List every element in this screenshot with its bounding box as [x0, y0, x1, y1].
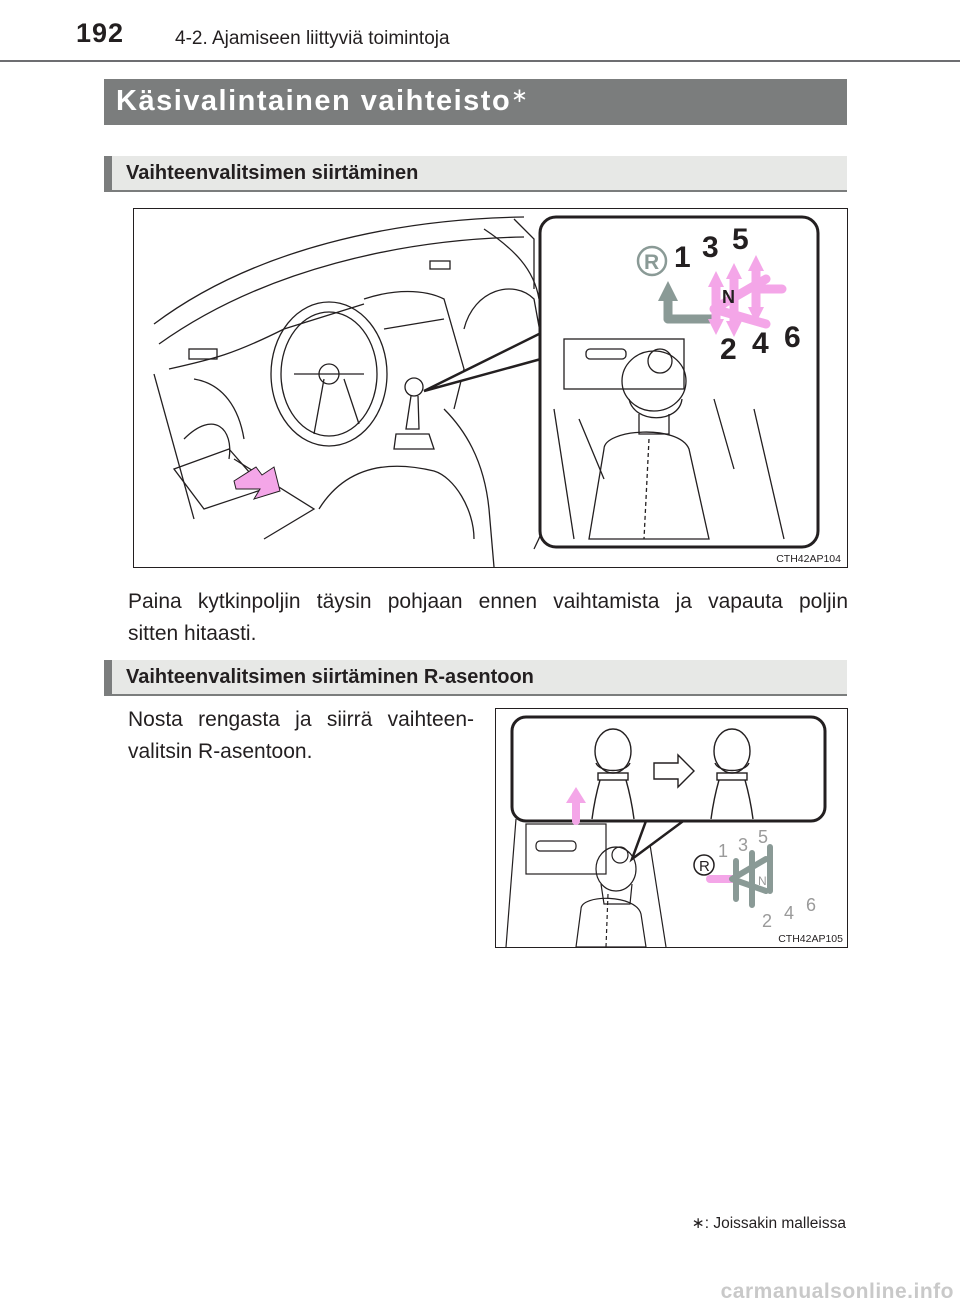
- section2-body-line2: valitsin R-asentoon.: [128, 740, 313, 763]
- section1-heading-bar: [104, 156, 847, 192]
- figure-reverse: [495, 708, 848, 948]
- gear-2-label: 2: [720, 333, 737, 366]
- gear-1-label-2: 1: [718, 841, 729, 861]
- gear-r-label: R: [644, 251, 660, 274]
- header-rule: [0, 60, 960, 62]
- gear-4-label: 4: [752, 327, 769, 360]
- gear-6-label: 6: [784, 321, 801, 354]
- figure-code: CTH42AP105: [778, 933, 843, 945]
- section2-body: [128, 704, 474, 768]
- gear-6-label-2: 6: [806, 895, 817, 915]
- section1-heading: Vaihteenvalitsimen siirtäminen: [126, 162, 419, 184]
- gear-5-label-2: 5: [758, 827, 769, 847]
- gear-3-label: 3: [702, 231, 719, 264]
- page-title-text: Käsivalintainen vaihteisto: [116, 85, 512, 117]
- gear-5-label: 5: [732, 223, 749, 256]
- gear-n-label-2: N: [758, 874, 767, 888]
- section2-body-line1: Nosta rengasta ja siirrä vaihteen-: [128, 708, 474, 731]
- figure-interior: [133, 208, 848, 568]
- title-bar: [104, 79, 847, 125]
- page-title: [116, 85, 529, 118]
- page-number: 192: [76, 18, 125, 48]
- gear-1-label: 1: [674, 241, 691, 274]
- gear-n-label: N: [722, 287, 735, 307]
- gear-3-label-2: 3: [738, 835, 749, 855]
- section-label: 4-2. Ajamiseen liittyviä toimintoja: [175, 28, 450, 49]
- footnote: ∗: Joissakin malleissa: [691, 1215, 846, 1232]
- gear-4-label-2: 4: [784, 903, 795, 923]
- reverse-illustration: [496, 709, 847, 947]
- watermark: carmanualsonline.info: [720, 1280, 954, 1303]
- heading-tab: [104, 156, 112, 192]
- section2-heading-bar: [104, 660, 847, 696]
- section1-body: [128, 586, 848, 650]
- section2-heading: Vaihteenvalitsimen siirtäminen R-asentoon: [126, 666, 534, 688]
- figure-code: CTH42AP104: [776, 553, 841, 565]
- title-asterisk: ∗: [511, 85, 530, 107]
- section1-body-line1: Paina kytkinpoljin täysin pohjaan ennen vaihtamista ja vapauta poljin: [128, 590, 848, 613]
- gear-r-label-2: R: [699, 858, 710, 875]
- heading-tab: [104, 660, 112, 696]
- gear-2-label-2: 2: [762, 911, 773, 931]
- interior-illustration: [134, 209, 847, 567]
- section1-body-line2: sitten hitaasti.: [128, 622, 257, 645]
